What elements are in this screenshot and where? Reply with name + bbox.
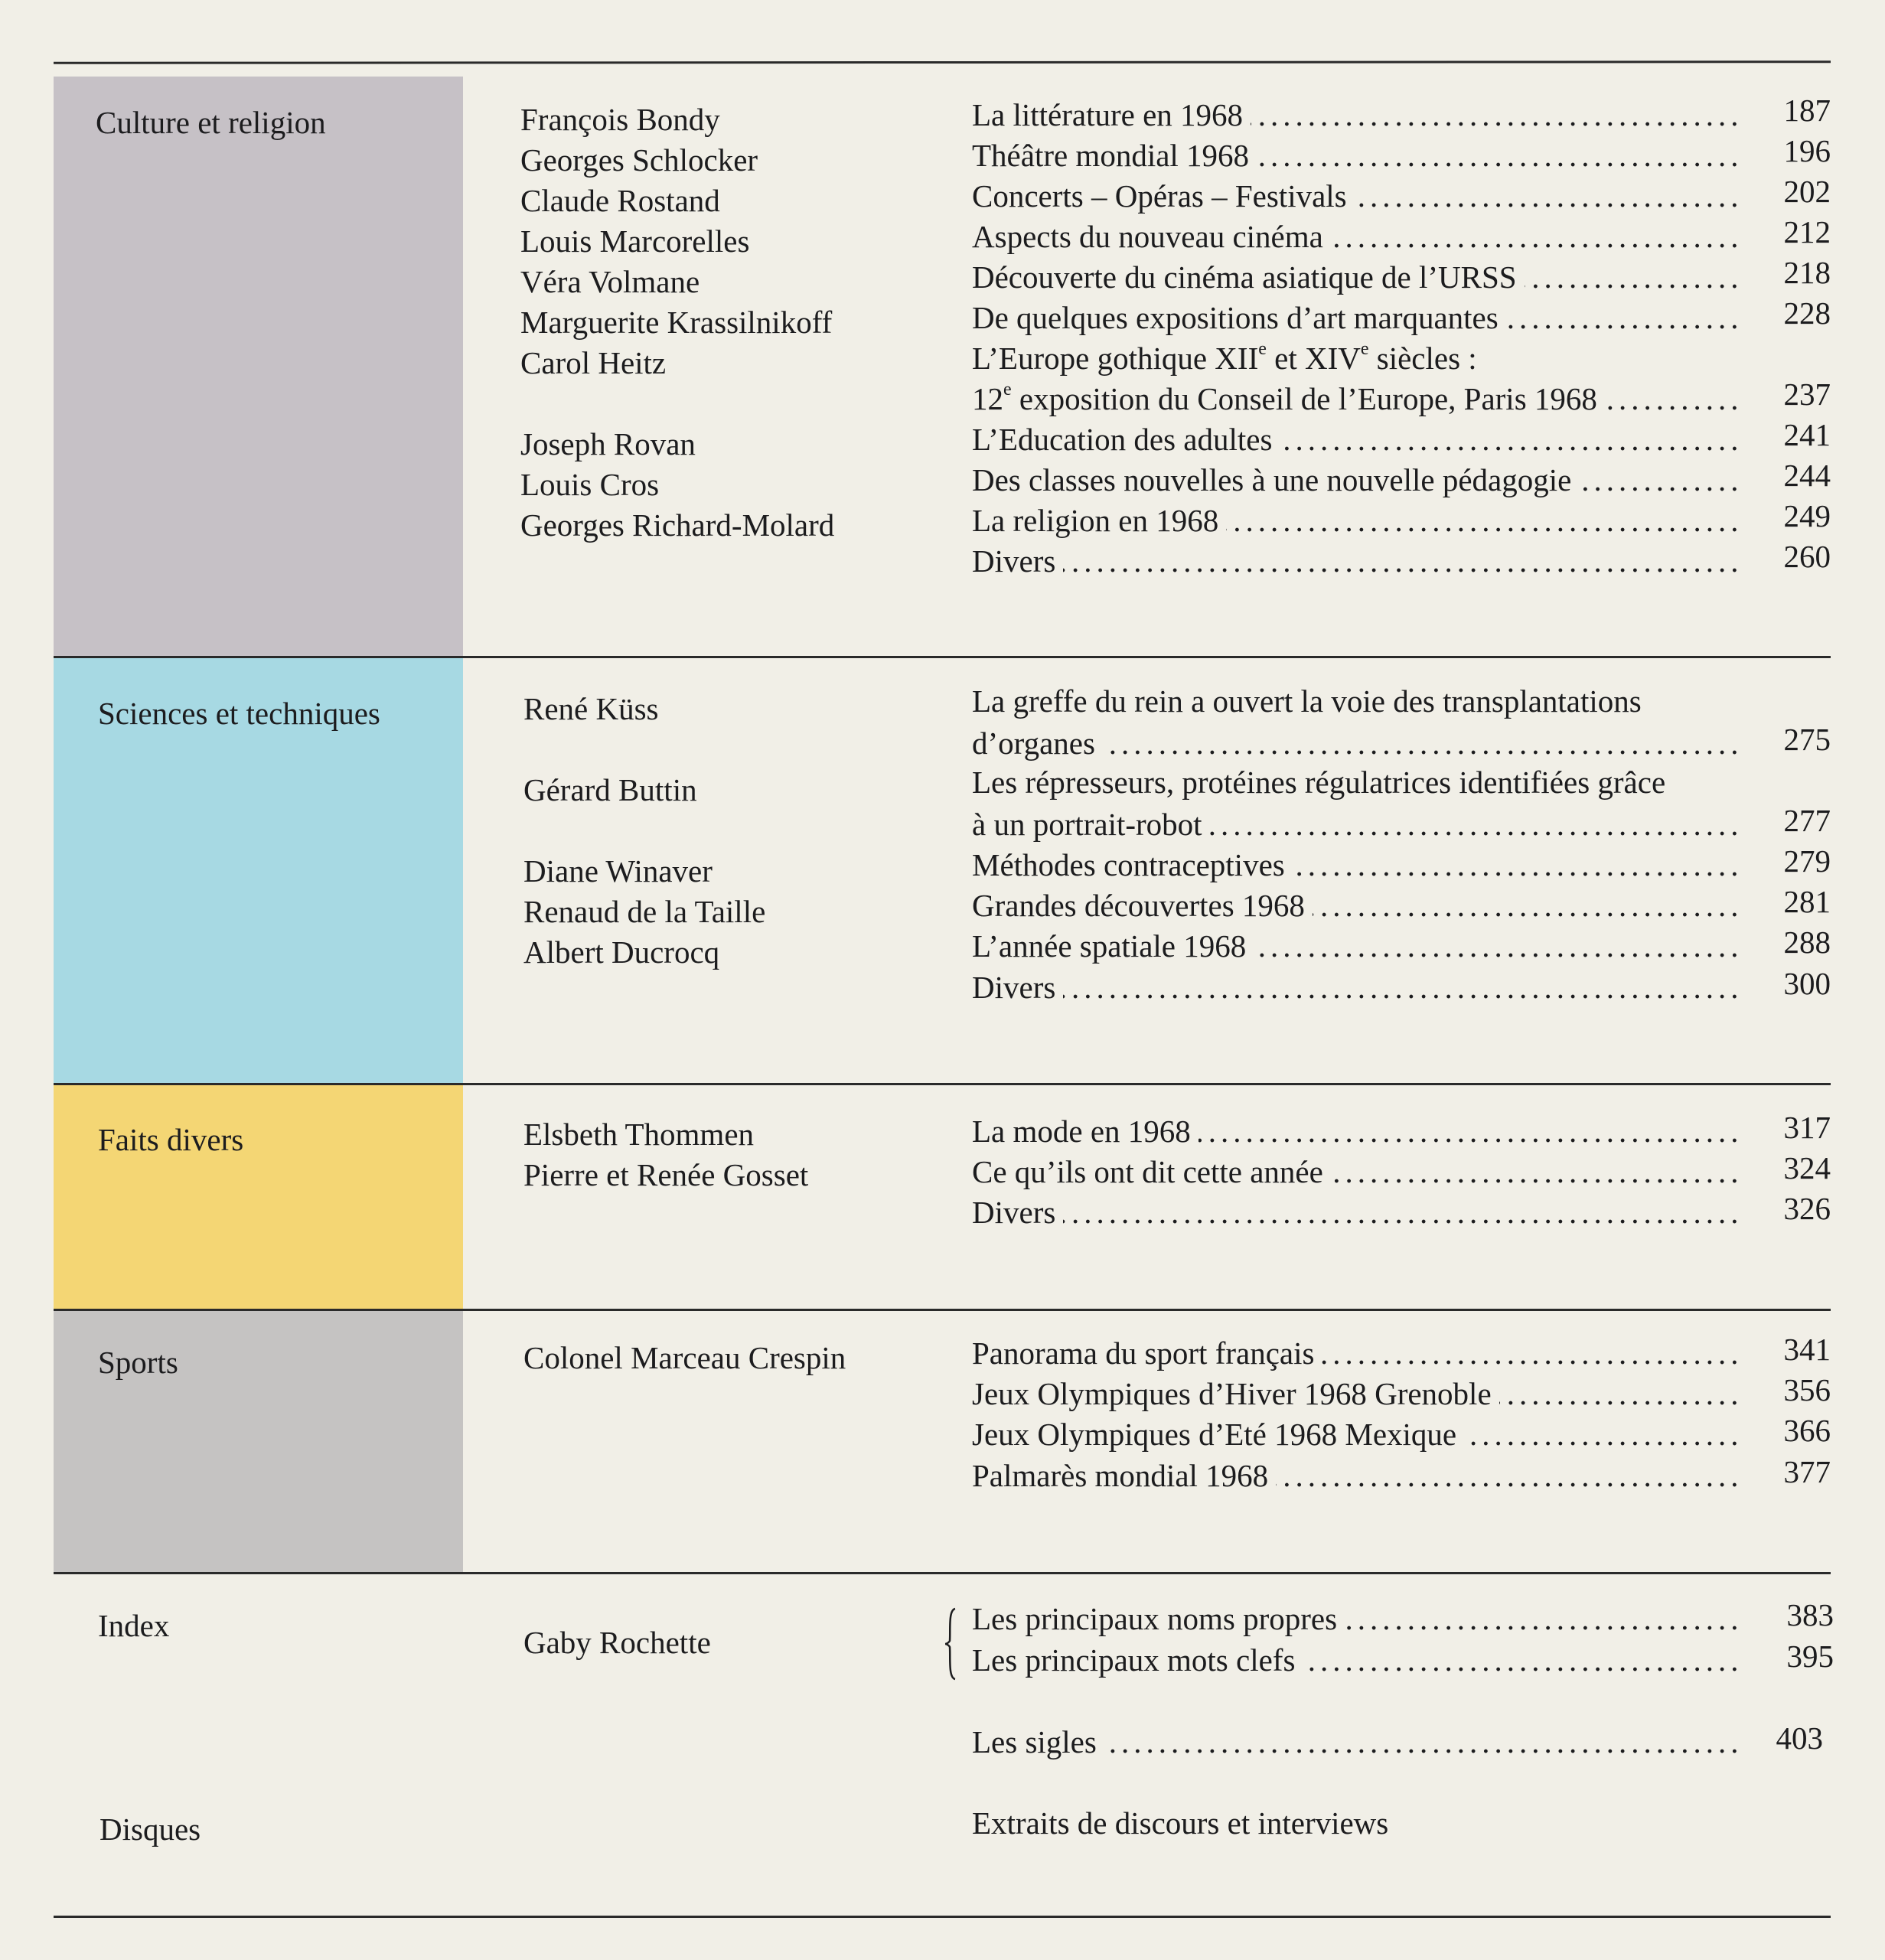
section-title: Index: [98, 1608, 170, 1643]
entry-title: Les répresseurs, protéines régulatrices identifiées grâce: [972, 765, 1673, 800]
entry-title: Découverte du cinéma asiatique de l’URSS: [972, 259, 1525, 295]
entry-title: à un portrait-robot: [972, 807, 1210, 842]
section-title: Culture et religion: [96, 105, 326, 140]
page-number: 277: [1783, 803, 1831, 838]
page-number: 288: [1783, 925, 1831, 960]
page-number: 212: [1783, 214, 1831, 249]
author-name: Louis Marcorelles: [520, 223, 750, 259]
author-name: Marguerite Krassilnikoff: [520, 305, 833, 340]
entry-title: L’Europe gothique XIIe et XIVe siècles :: [972, 341, 1485, 376]
toc-entry: [972, 1456, 1745, 1495]
toc-entry: [972, 1599, 1745, 1639]
toc-entry: [972, 379, 1745, 419]
toc-entry: [972, 681, 1745, 721]
toc-entry: [972, 541, 1745, 581]
section-title: Sciences et techniques: [98, 696, 380, 731]
page-number: 377: [1783, 1454, 1831, 1489]
entry-title: Les principaux mots clefs: [972, 1642, 1303, 1678]
page-number: 237: [1783, 377, 1831, 412]
entry-title: Méthodes contraceptives: [972, 847, 1293, 882]
toc-entry: [972, 845, 1745, 885]
section-title: Sports: [98, 1345, 178, 1380]
author-name: Joseph Rovan: [520, 426, 696, 461]
entry-title: Divers: [972, 1195, 1063, 1230]
page-number: 366: [1783, 1413, 1831, 1448]
author-name: Carol Heitz: [520, 345, 667, 380]
toc-entry: [972, 338, 1745, 378]
divider: [54, 60, 1831, 64]
author-name: Pierre et Renée Gosset: [523, 1157, 809, 1192]
page-number: 187: [1783, 93, 1831, 128]
toc-entry: [972, 1640, 1745, 1680]
brace-icon: [944, 1607, 957, 1681]
toc-entry: [972, 1374, 1745, 1414]
toc-entry: [972, 723, 1745, 763]
toc-entry: [972, 419, 1745, 459]
page-number: 196: [1783, 133, 1831, 168]
entry-title: d’organes: [972, 726, 1103, 761]
page-number: 281: [1783, 884, 1831, 919]
page-number: 317: [1783, 1110, 1831, 1145]
page-number: 403: [1776, 1720, 1823, 1756]
page-number: 341: [1783, 1332, 1831, 1367]
page-number: 218: [1783, 255, 1831, 290]
entry-title: L’Education des adultes: [972, 422, 1280, 457]
toc-entry: [972, 885, 1745, 925]
toc-entry: [972, 1414, 1745, 1454]
page-number: 275: [1783, 722, 1831, 757]
entry-title: La greffe du rein a ouvert la voie des transplantations: [972, 683, 1649, 719]
entry-title: L’année spatiale 1968: [972, 928, 1254, 964]
page-number: 300: [1783, 966, 1831, 1001]
toc-entry: [972, 176, 1745, 216]
page-number: 260: [1783, 539, 1831, 574]
toc-entry: [972, 1192, 1745, 1232]
entry-title: La littérature en 1968: [972, 97, 1251, 132]
author-name: Gérard Buttin: [523, 772, 697, 807]
entry-title: Aspects du nouveau cinéma: [972, 219, 1331, 254]
page-number: 202: [1783, 174, 1831, 209]
entry-title: Des classes nouvelles à une nouvelle pédagogie: [972, 462, 1579, 497]
divider: [54, 1916, 1831, 1918]
section-title: Faits divers: [98, 1122, 244, 1157]
toc-entry: [972, 460, 1745, 500]
author-name: Albert Ducrocq: [523, 934, 720, 970]
toc-entry: [972, 804, 1745, 844]
page-number: 383: [1786, 1597, 1834, 1632]
entry-title: Concerts – Opéras – Festivals: [972, 178, 1355, 214]
toc-entry: [972, 298, 1745, 338]
author-name: Georges Schlocker: [520, 142, 758, 178]
entry-title: La mode en 1968: [972, 1114, 1199, 1149]
author-name: Gaby Rochette: [523, 1625, 711, 1660]
entry-title: Les sigles: [972, 1724, 1104, 1759]
entry-title: Jeux Olympiques d’Eté 1968 Mexique: [972, 1417, 1464, 1452]
author-name: François Bondy: [520, 102, 720, 137]
toc-entry: [972, 1333, 1745, 1373]
author-name: Claude Rostand: [520, 183, 720, 218]
toc-entry: [972, 95, 1745, 135]
author-name: Louis Cros: [520, 467, 660, 502]
page-number: 228: [1783, 295, 1831, 331]
entry-title: Ce qu’ils ont dit cette année: [972, 1154, 1331, 1189]
page-number: 324: [1783, 1150, 1831, 1185]
toc-entry: [972, 1152, 1745, 1192]
author-name: Elsbeth Thommen: [523, 1117, 755, 1152]
entry-title: La religion en 1968: [972, 503, 1226, 538]
toc-entry: [972, 762, 1745, 802]
page-number: 395: [1786, 1639, 1834, 1674]
entry-title: Panorama du sport français: [972, 1335, 1322, 1371]
entry-title: Les principaux noms propres: [972, 1601, 1345, 1636]
page-number: 249: [1783, 498, 1831, 533]
entry-title: Grandes découvertes 1968: [972, 888, 1313, 923]
page-number: 241: [1783, 417, 1831, 452]
entry-title: Extraits de discours et interviews: [972, 1805, 1396, 1841]
author-name: Georges Richard-Molard: [520, 507, 835, 543]
section-band-faits-divers: [54, 1085, 463, 1309]
divider: [54, 1572, 1831, 1574]
toc-entry: [972, 967, 1745, 1007]
page-number: 279: [1783, 843, 1831, 879]
entry-title: Palmarès mondial 1968: [972, 1458, 1276, 1493]
toc-entry: [972, 257, 1745, 297]
entry-title: Divers: [972, 543, 1063, 579]
entry-title: Jeux Olympiques d’Hiver 1968 Grenoble: [972, 1376, 1499, 1411]
section-band-culture: [54, 77, 463, 656]
author-name: Colonel Marceau Crespin: [523, 1340, 846, 1375]
toc-entry: [972, 1722, 1745, 1762]
page-number: 244: [1783, 458, 1831, 493]
entry-title: Divers: [972, 970, 1063, 1005]
toc-entry: [972, 217, 1745, 256]
entry-title: 12e exposition du Conseil de l’Europe, Paris 1968: [972, 381, 1605, 416]
entry-title: Théâtre mondial 1968: [972, 138, 1257, 173]
author-name: Diane Winaver: [523, 853, 713, 889]
toc-entry: [972, 135, 1745, 175]
toc-entry: [972, 1111, 1745, 1151]
entry-title: De quelques expositions d’art marquantes: [972, 300, 1506, 335]
author-name: René Küss: [523, 691, 659, 726]
page-number: 326: [1783, 1191, 1831, 1226]
author-name: Renaud de la Taille: [523, 894, 766, 929]
section-title: Disques: [99, 1812, 201, 1847]
toc-entry: [972, 926, 1745, 966]
toc-entry: [972, 1803, 1745, 1843]
author-name: Véra Volmane: [520, 264, 700, 299]
page-number: 356: [1783, 1372, 1831, 1407]
toc-entry: [972, 501, 1745, 540]
